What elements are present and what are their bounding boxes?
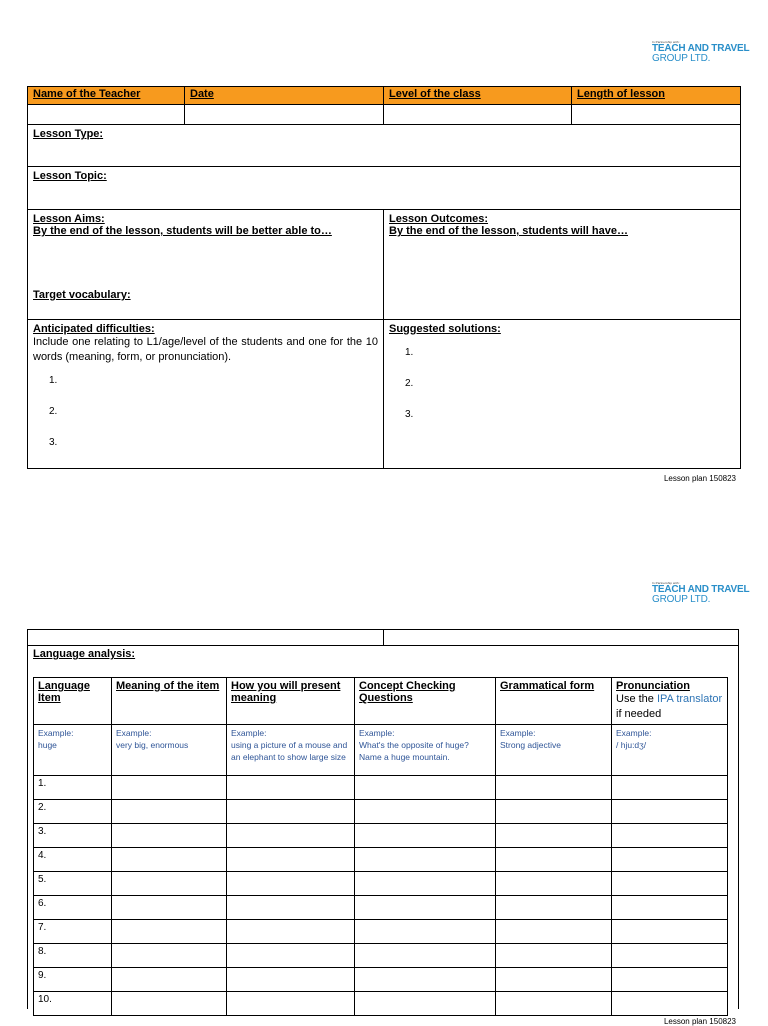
table-row — [34, 848, 728, 872]
anticipated-text: Include one relating to L1/age/level of the students and one for the 10 words (meaning, form, or pronunciation). — [33, 336, 378, 363]
example-meaning: Example: very big, enormous — [112, 725, 227, 776]
row-number: 3. — [34, 824, 112, 848]
header-level: Level of the class — [384, 87, 572, 105]
frame-top-right — [384, 630, 738, 646]
row-number: 9. — [34, 968, 112, 992]
lesson-type-label: Lesson Type: — [33, 128, 104, 140]
language-analysis-table — [33, 677, 728, 1016]
ipa-translator-link[interactable]: IPA translator — [656, 693, 723, 705]
example-form: Example: Strong adjective — [496, 725, 612, 776]
logo-line2: GROUP LTD. — [652, 53, 711, 64]
language-analysis-label: Language analysis: — [33, 648, 136, 660]
date-field[interactable] — [185, 105, 384, 125]
anticipated-item-1: 1. — [49, 375, 58, 386]
table-row — [34, 944, 728, 968]
lesson-aims-cell[interactable] — [28, 210, 384, 320]
lesson-topic-cell[interactable] — [28, 167, 741, 210]
page1-footer: Lesson plan 150823 — [663, 474, 736, 483]
lesson-outcomes-sub: By the end of the lesson, students will have… — [389, 225, 628, 237]
row-number: 6. — [34, 896, 112, 920]
header-length: Length of lesson — [572, 87, 741, 105]
solutions-cell[interactable] — [384, 320, 741, 469]
pron-note-b: if needed — [616, 708, 662, 720]
example-ccq: Example: What's the opposite of huge? Name a huge mountain. — [355, 725, 496, 776]
example-present: Example: using a picture of a mouse and an elephant to show large size — [227, 725, 355, 776]
pronunciation-note — [616, 692, 723, 722]
table-row — [34, 776, 728, 800]
anticipated-cell[interactable] — [28, 320, 384, 469]
lesson-outcomes-label: Lesson Outcomes: — [389, 213, 489, 225]
lesson-outcomes-cell[interactable] — [384, 210, 741, 320]
col-language-item: Language Item — [34, 678, 112, 725]
logo-line2-2: GROUP LTD. — [652, 594, 711, 605]
suggested-label: Suggested solutions: — [389, 323, 501, 335]
length-field[interactable] — [572, 105, 741, 125]
lesson-aims-label: Lesson Aims: — [33, 213, 105, 225]
logo-line1: TEACH AND TRAVEL — [652, 43, 750, 54]
anticipated-item-2: 2. — [49, 406, 58, 417]
table-row — [34, 920, 728, 944]
company-logo — [652, 40, 749, 64]
row-number: 2. — [34, 800, 112, 824]
row-number: 1. — [34, 776, 112, 800]
lesson-plan-table — [27, 86, 741, 469]
col-grammatical-form: Grammatical form — [496, 678, 612, 725]
table-row — [34, 968, 728, 992]
level-field[interactable] — [384, 105, 572, 125]
table-row — [34, 824, 728, 848]
row-number: 10. — [34, 992, 112, 1016]
lesson-type-cell[interactable] — [28, 125, 741, 167]
solution-item-3: 3. — [405, 409, 414, 420]
row-number: 5. — [34, 872, 112, 896]
company-logo-2 — [652, 581, 749, 605]
table-row — [34, 992, 728, 1016]
solution-item-1: 1. — [405, 347, 414, 358]
table-row — [34, 872, 728, 896]
example-pron: Example: / hju:dʒ/ — [612, 725, 728, 776]
row-number: 4. — [34, 848, 112, 872]
col-pronunciation — [612, 678, 728, 725]
table-row — [34, 800, 728, 824]
col-ccq: Concept Checking Questions — [355, 678, 496, 725]
solution-item-2: 2. — [405, 378, 414, 389]
logo-line1-2: TEACH AND TRAVEL — [652, 584, 750, 595]
header-teacher: Name of the Teacher — [28, 87, 185, 105]
frame-top-left — [28, 630, 384, 646]
page2-footer: Lesson plan 150823 — [663, 1017, 736, 1026]
row-number: 8. — [34, 944, 112, 968]
row-number: 7. — [34, 920, 112, 944]
example-item: Example: huge — [34, 725, 112, 776]
target-vocab-label: Target vocabulary: — [33, 289, 131, 301]
header-date: Date — [185, 87, 384, 105]
logo-tagline-2: In Partnership with: — [652, 581, 680, 585]
pron-note-a: Use the — [616, 693, 657, 705]
logo-tagline: In Partnership with: — [652, 40, 680, 44]
table-row — [34, 896, 728, 920]
anticipated-label: Anticipated difficulties: — [33, 323, 155, 335]
col-present-meaning: How you will present meaning — [227, 678, 355, 725]
col-meaning: Meaning of the item — [112, 678, 227, 725]
col-pronunciation-title: Pronunciation — [616, 680, 690, 692]
teacher-field[interactable] — [28, 105, 185, 125]
anticipated-item-3: 3. — [49, 437, 58, 448]
lesson-aims-sub: By the end of the lesson, students will be better able to… — [33, 225, 332, 237]
lesson-topic-label: Lesson Topic: — [33, 170, 107, 182]
